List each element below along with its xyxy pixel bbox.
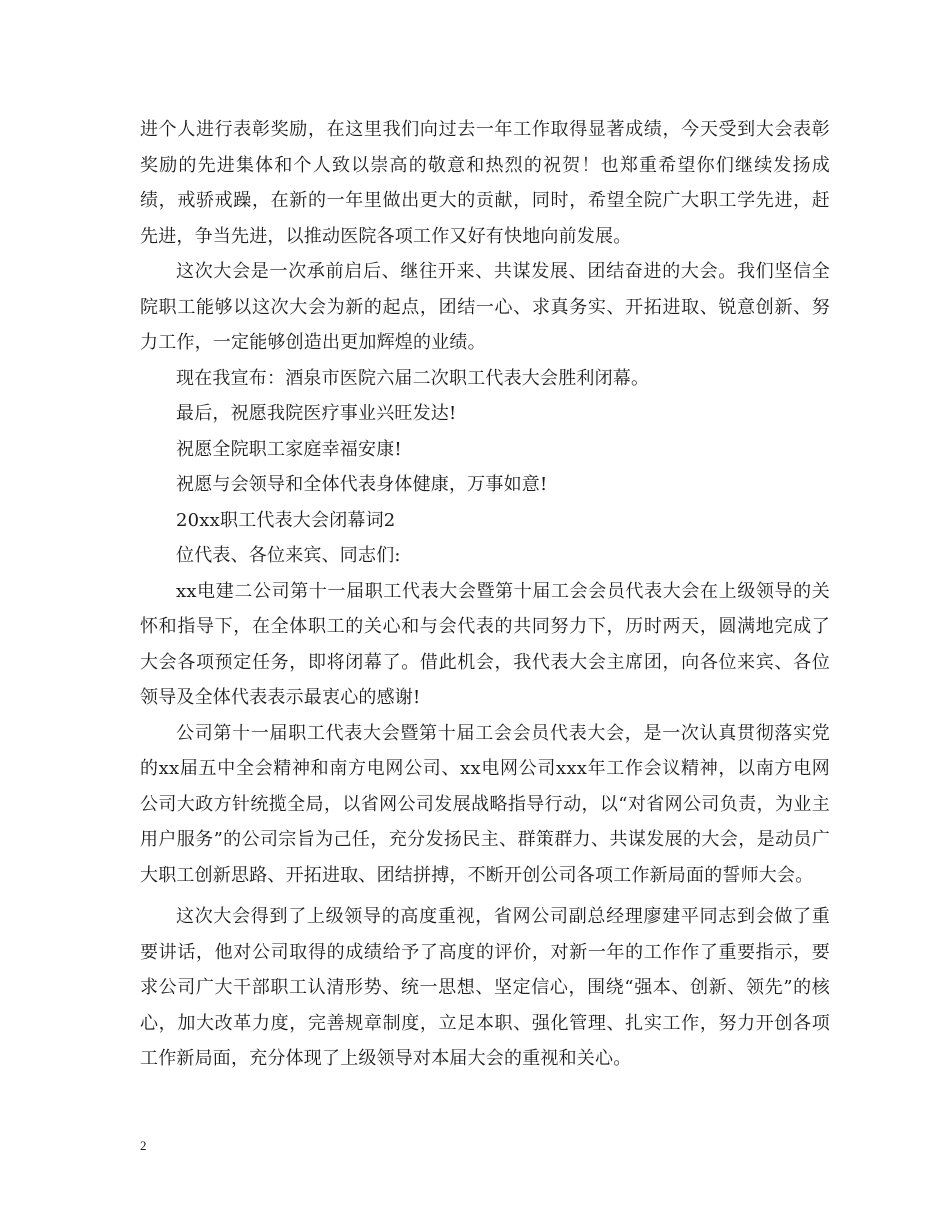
paragraph-9: xx电建二公司第十一届职工代表大会暨第十届工会会员代表大会在上级领导的关怀和指导下，在全体职工的关心和与会代表的共同努力下，历时两天，圆满地完成了大会各项预定任务，即将闭幕了。借此机会，我代表大会主席团，向各位来宾、各位领导及全体代表表示最衷心的感谢! [140, 580, 830, 708]
paragraph-3: 现在我宣布：酒泉市医院六届二次职工代表大会胜利闭幕。 [176, 367, 650, 389]
section-heading: 20xx职工代表大会闭幕词2 [176, 509, 396, 531]
paragraph-11: 这次大会得到了上级领导的高度重视，省网公司副总经理廖建平同志到会做了重要讲话，他对公司取得的成绩给予了高度的评价，对新一年的工作作了重要指示，要求公司广大干部职工认清形势、统一思想、坚定信心，围绕“强本、创新、领先”的核心，加大改革力度，完善规章制度，立足本职、强化管理、扎实工作，努力开创各项工作新局面，充分体现了上级领导对本届大会的重视和关心。 [140, 906, 830, 1069]
document-body [140, 112, 830, 1077]
page-number: 2 [140, 1138, 147, 1153]
paragraph-10: 公司第十一届职工代表大会暨第十届工会会员代表大会，是一次认真贯彻落实党的xx届五中全会精神和南方电网公司、xx电网公司xxx年工作会议精神，以南方电网公司大政方针统揽全局，以省网公司发展战略指导行动，以“对省网公司负责，为业主用户服务”的公司宗旨为己任，充分发扬民主、群策群力、共谋发展的大会，是动员广大职工创新思路、开拓进取、团结拼搏，不断开创公司各项工作新局面的誓师大会。 [140, 722, 830, 886]
paragraph-1: 进个人进行表彰奖励，在这里我们向过去一年工作取得显著成绩，今天受到大会表彰奖励的先进集体和个人致以崇高的敬意和热烈的祝贺！也郑重希望你们继续发扬成绩，戒骄戒躁，在新的一年里做出更大的贡献，同时，希望全院广大职工学先进，赶先进，争当先进，以推动医院各项工作又好有快地向前发展。 [140, 119, 830, 247]
paragraph-2: 这次大会是一次承前启后、继往开来、共谋发展、团结奋进的大会。我们坚信全院职工能够以这次大会为新的起点，团结一心、求真务实、开拓进取、锐意创新、努力工作，一定能够创造出更加辉煌的业绩。 [140, 261, 830, 353]
paragraph-4: 最后，祝愿我院医疗事业兴旺发达! [176, 403, 457, 424]
salutation: 位代表、各位来宾、同志们: [176, 545, 401, 566]
paragraph-5: 祝愿全院职工家庭幸福安康! [176, 438, 402, 460]
paragraph-6: 祝愿与会领导和全体代表身体健康，万事如意! [176, 474, 548, 495]
